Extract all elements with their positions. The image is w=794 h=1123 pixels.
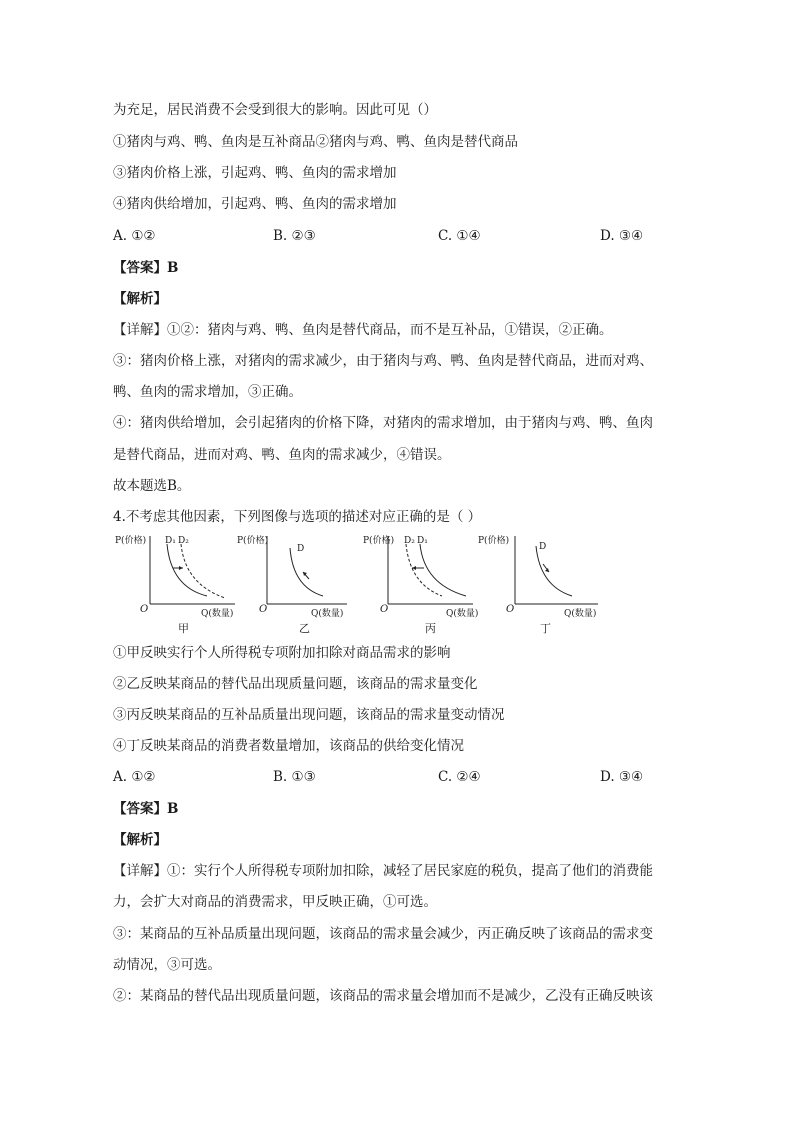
curve-label-2: D₁ [417,536,428,546]
q3-detail-line: 鸭、鱼肉的需求增加，③正确。 [113,384,302,400]
q4-analysis-label: 【解析】 [113,832,167,848]
q3-detail-line: 【详解】①②：猪肉与鸡、鸭、鱼肉是替代商品，而不是互补品，①错误，②正确。 [113,322,613,338]
q4-detail-line: 力，会扩大对商品的消费需求，甲反映正确，①可选。 [113,894,437,910]
demand-curve-d1 [420,544,466,596]
q4-detail-line: 动情况，③可选。 [113,957,221,973]
q4-statement: ④丁反映某商品的消费者数量增加，该商品的供给变化情况 [113,738,464,754]
q4-statement: ①甲反映实行个人所得税专项附加扣除对商品需求的影响 [113,645,451,661]
arrow-head-icon [179,566,183,570]
p-axis-label: P(价格) [363,536,395,546]
q3-option-d: D. ③④ [600,228,644,244]
curve-label-2: D₂ [178,536,189,546]
q-axis-label: Q(数量) [446,609,479,619]
demand-curve-d2 [181,544,225,598]
demand-curve-d2 [406,544,442,596]
q3-option-a: A. ①② [113,228,156,244]
caption-yi: 乙 [299,622,310,635]
q-axis-label: Q(数量) [311,609,344,619]
q3-option-c: C. ①④ [438,228,481,244]
q3-detail-line: ④：猪肉供给增加，会引起猪肉的价格下降，对猪肉的需求增加，由于猪肉与鸡、鸭、鱼肉 [113,415,653,431]
curve-label-1: D₁ [165,536,176,546]
q4-detail-line: 【详解】①：实行个人所得税专项附加扣除，减轻了居民家庭的税负，提高了他们的消费能 [113,863,653,879]
q-axis-label: Q(数量) [564,609,597,619]
caption-jia: 甲 [178,622,189,635]
q4-title: 4.不考虑其他因素，下列图像与选项的描述对应正确的是（ ） [113,509,482,525]
curve-label-1: D [297,544,305,554]
p-axis-label: P(价格) [478,536,510,546]
q3-statement-3: ③猪肉价格上涨，引起鸡、鸭、鱼肉的需求增加 [113,165,397,181]
q4-option-a: A. ①② [113,769,156,785]
demand-curve-d [290,548,323,596]
q4-statement: ③丙反映某商品的互补品质量出现问题，该商品的需求量变动情况 [113,707,505,723]
q3-detail-line: ③：猪肉价格上涨，对猪肉的需求减少，由于猪肉与鸡、鸭、鱼肉是替代商品，进而对鸡、 [113,353,653,369]
origin-label: O [380,604,389,615]
q4-statement: ②乙反映某商品的替代品出现质量问题，该商品的需求量变化 [113,676,478,692]
q3-statement-4: ④猪肉供给增加，引起鸡、鸭、鱼肉的需求增加 [113,196,397,212]
p-axis-label: P(价格) [115,536,147,546]
q4-detail-line: ③：某商品的互补品质量出现问题，该商品的需求量会减少，丙正确反映了该商品的需求变 [113,926,653,942]
q3-option-b: B. ②③ [273,228,316,244]
q3-detail-line: 是替代商品，进而对鸡、鸭、鱼肉的需求减少，④错误。 [113,447,451,463]
q4-option-b: B. ①③ [273,769,316,785]
origin-label: O [506,604,515,615]
origin-label: O [140,604,149,615]
origin-label: O [259,604,268,615]
p-axis-label: P(价格) [237,536,269,546]
q3-stem-continuation: 为充足，居民消费不会受到很大的影响。因此可见（） [113,102,437,118]
q4-detail-line: ②：某商品的替代品出现质量问题，该商品的需求量会增加而不是减少，乙没有正确反映该 [113,988,653,1004]
caption-ding: 丁 [540,622,551,635]
q3-answer: 【答案】B [113,260,179,276]
q3-conclusion: 故本题选B。 [113,478,191,494]
q3-analysis-label: 【解析】 [113,291,167,307]
q4-option-c: C. ②④ [438,769,481,785]
q3-statement-1-2: ①猪肉与鸡、鸭、鱼肉是互补商品②猪肉与鸡、鸭、鱼肉是替代商品 [113,134,518,150]
q4-answer: 【答案】B [113,801,179,817]
caption-bing: 丙 [425,622,436,635]
curve-label-1: D [539,542,547,552]
q-axis-label: Q(数量) [201,609,234,619]
q4-option-d: D. ③④ [600,769,644,785]
demand-curve-d1 [167,544,207,596]
curve-label-1: D₂ [404,536,415,546]
demand-curve-d [536,546,572,596]
